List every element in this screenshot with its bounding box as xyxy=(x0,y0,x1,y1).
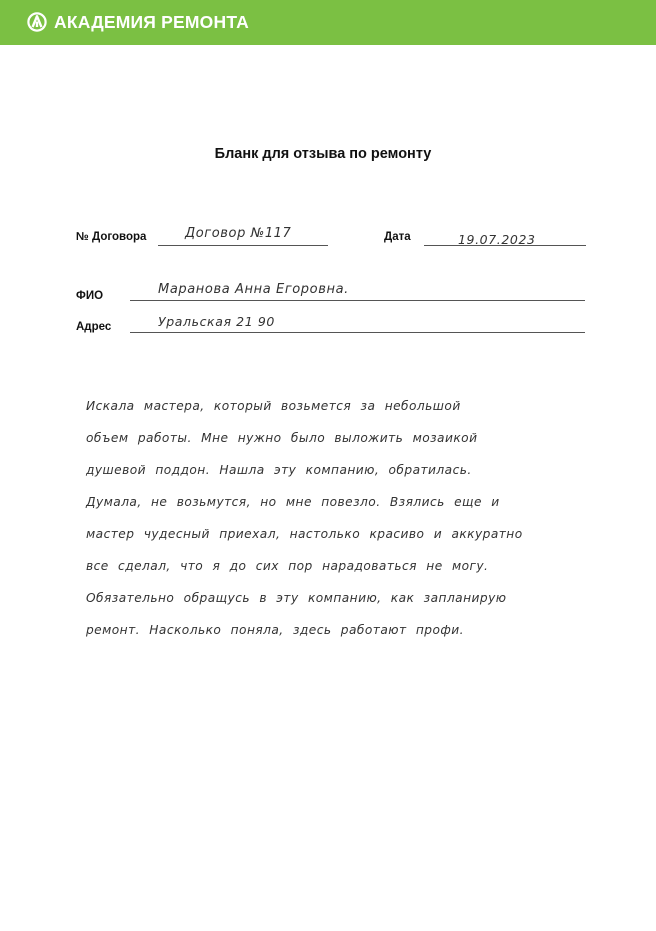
contract-value: Договор №117 xyxy=(185,226,292,241)
name-line xyxy=(130,300,585,301)
contract-line xyxy=(158,245,328,246)
date-label: Дата xyxy=(384,231,411,243)
brand-name: АКАДЕМИЯ РЕМОНТА xyxy=(54,12,249,32)
address-value: Уральская 21 90 xyxy=(158,314,275,329)
review-line: ремонт. Насколько поняла, здесь работают профи. xyxy=(86,623,464,637)
date-value: 19.07.2023 xyxy=(458,232,536,247)
review-line: Обязательно обращусь в эту компанию, как запланирую xyxy=(86,591,507,605)
review-line: Думала, не возьмутся, но мне повезло. Взялись еще и xyxy=(86,495,500,509)
address-line xyxy=(130,332,585,333)
brand-logo[interactable] xyxy=(27,11,249,33)
brand-a-logo-icon xyxy=(27,12,47,32)
review-line: мастер чудесный приехал, настолько красиво и аккуратно xyxy=(86,527,523,541)
review-line: Искала мастера, который возьмется за небольшой xyxy=(86,399,461,413)
name-label: ФИО xyxy=(76,290,104,302)
date-line xyxy=(424,245,586,246)
review-line: душевой поддон. Нашла эту компанию, обратилась. xyxy=(86,463,472,477)
header-bar xyxy=(0,0,656,45)
review-line: объем работы. Мне нужно было выложить мозаикой xyxy=(86,431,478,445)
review-text xyxy=(86,390,556,646)
review-line: все сделал, что я до сих пор нарадоваться не могу. xyxy=(86,559,489,573)
form-title: Бланк для отзыва по ремонту xyxy=(214,146,432,162)
name-value: Маранова Анна Егоровна. xyxy=(158,282,349,297)
contract-label: № Договора xyxy=(76,231,147,243)
address-label: Адрес xyxy=(76,321,112,333)
